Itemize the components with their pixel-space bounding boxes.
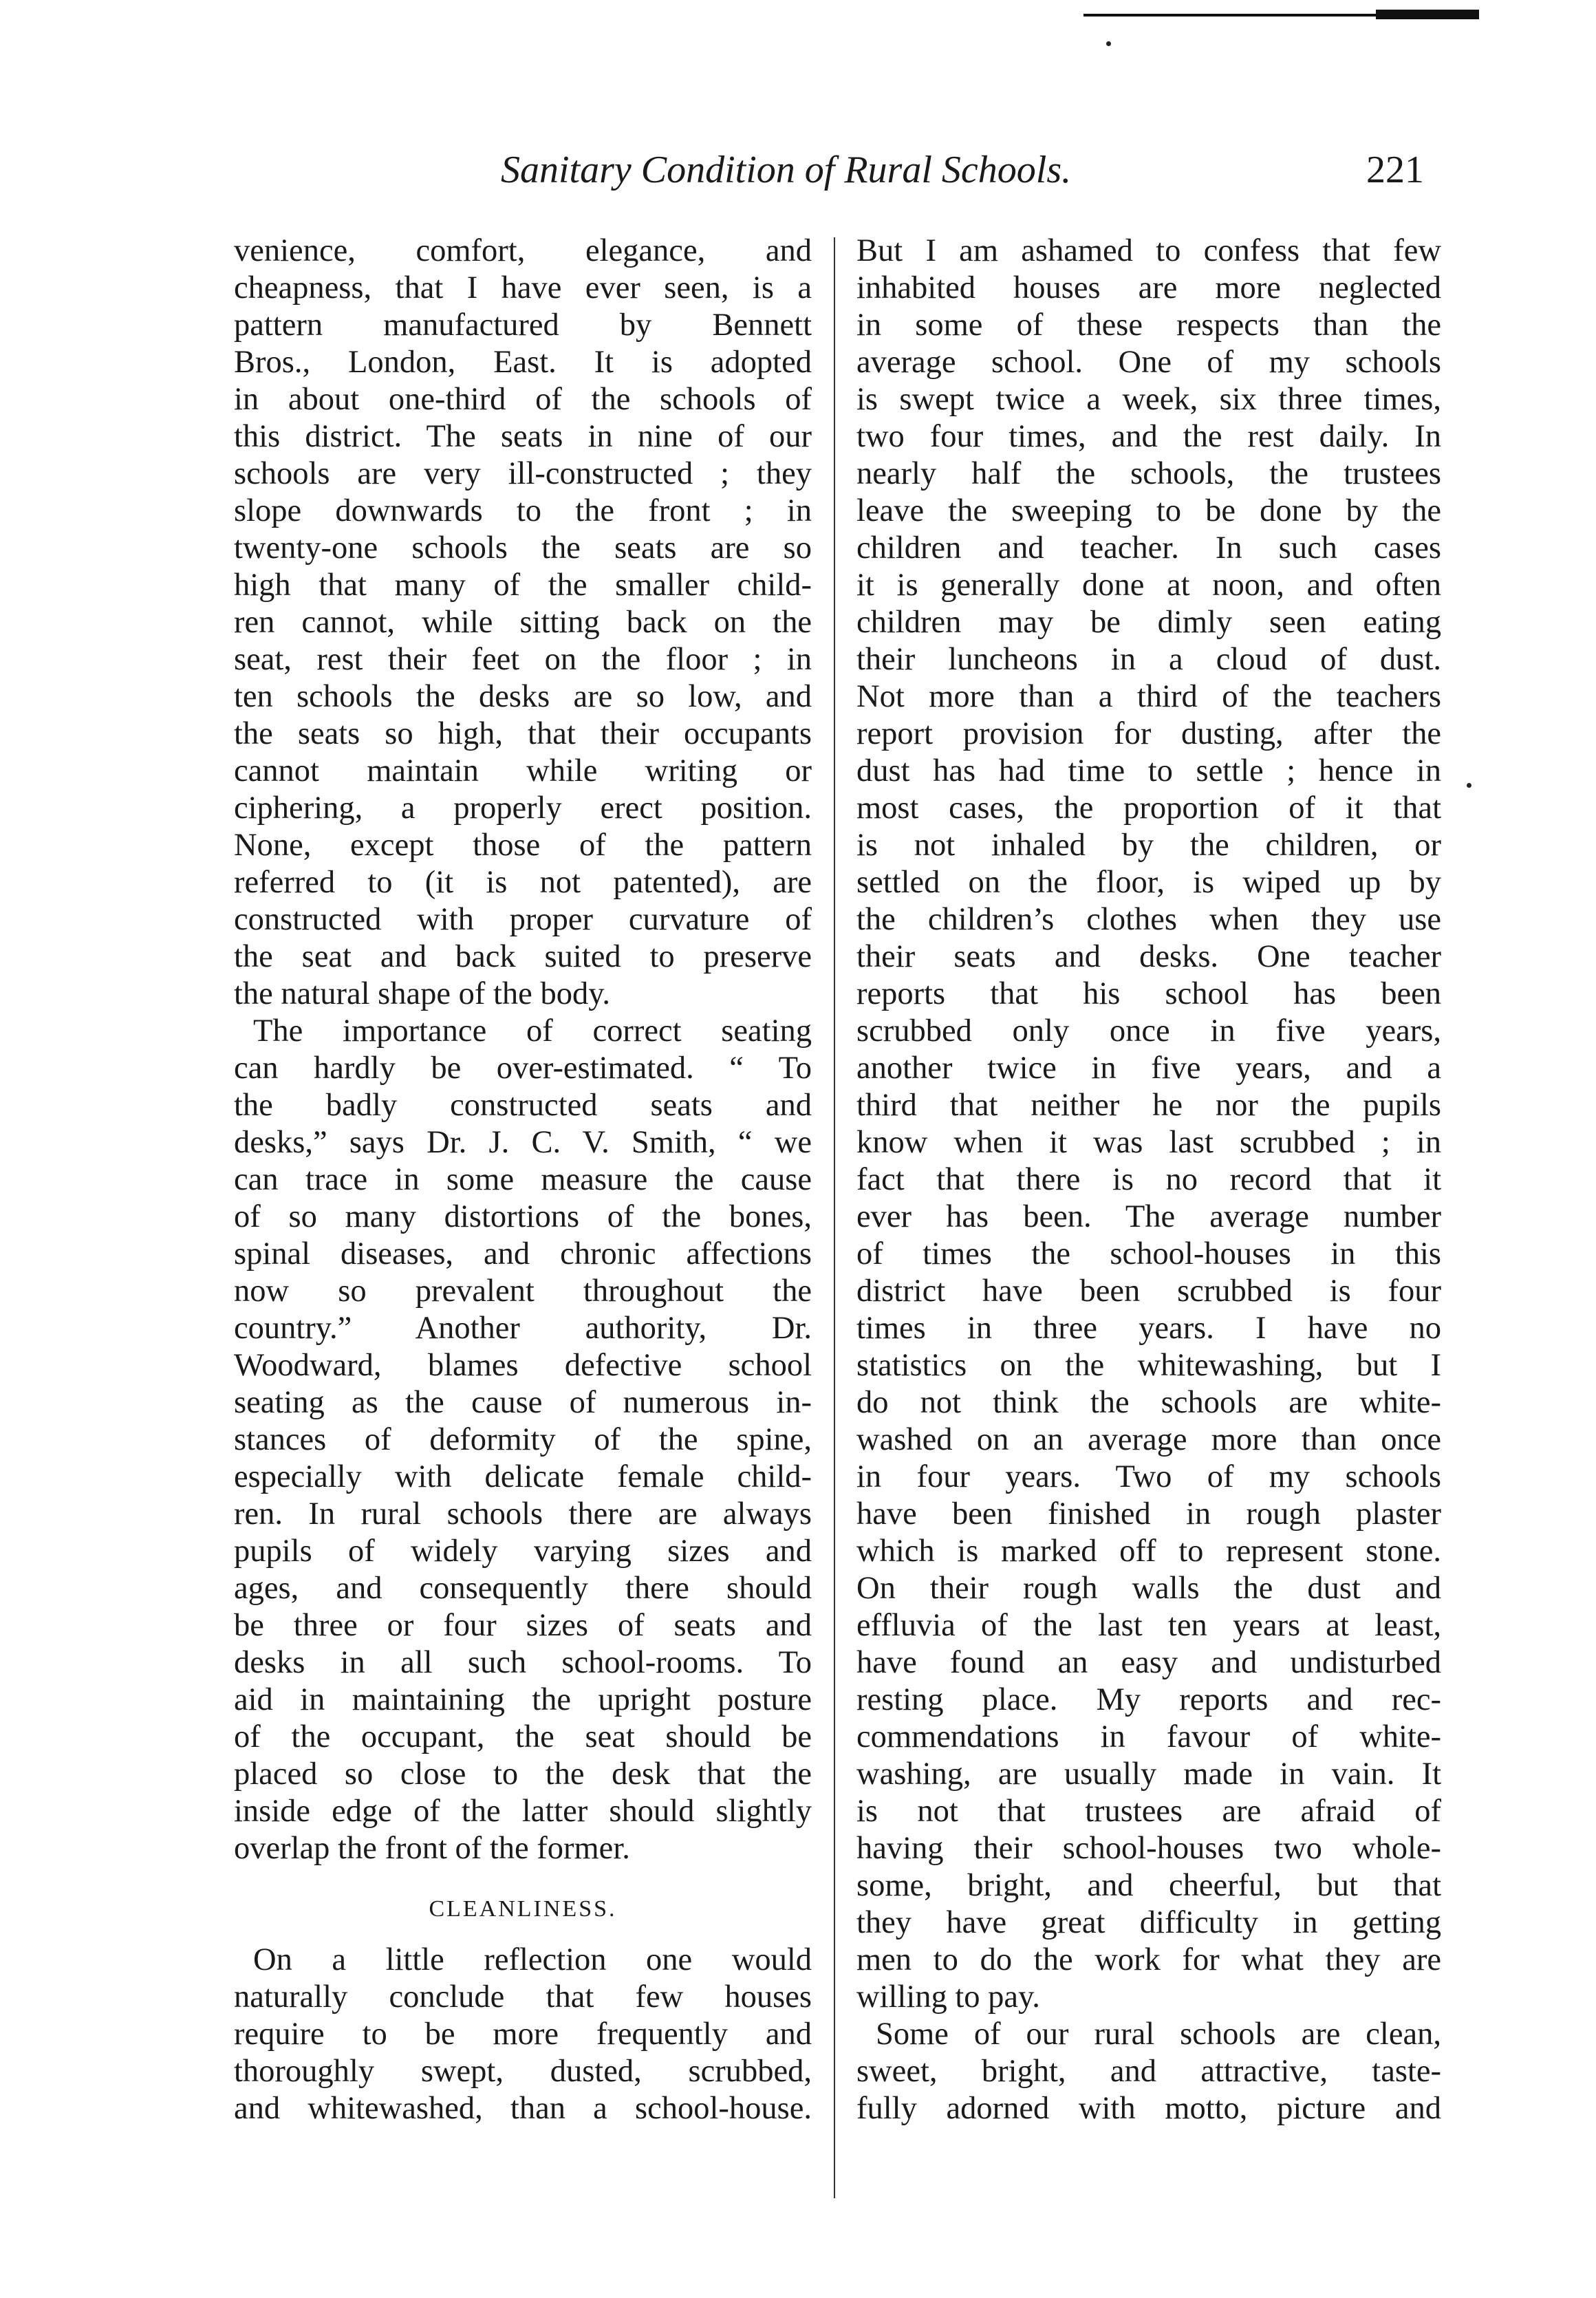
text-line: ages, and consequently there should <box>234 1571 812 1606</box>
text-line: having their school-houses two whole- <box>856 1831 1441 1866</box>
text-line: their luncheons in a cloud of dust. <box>856 642 1441 677</box>
text-line: in four years. Two of my schools <box>856 1459 1441 1494</box>
text-line: dust has had time to settle ; hence in <box>856 753 1441 788</box>
text-line: the badly constructed seats and <box>234 1088 812 1123</box>
text-line: seating as the cause of numerous in- <box>234 1385 812 1420</box>
text-line: seat, rest their feet on the floor ; in <box>234 642 812 677</box>
text-line: reports that his school has been <box>856 976 1441 1011</box>
text-line: is not inhaled by the children, or <box>856 828 1441 863</box>
speck-mark <box>1467 783 1471 788</box>
text-line: scrubbed only once in five years, <box>856 1013 1441 1049</box>
text-line: schools are very ill-constructed ; they <box>234 456 812 491</box>
text-line: high that many of the smaller child- <box>234 568 812 603</box>
text-line: ever has been. The average number <box>856 1199 1441 1234</box>
text-line: On their rough walls the dust and <box>856 1571 1441 1606</box>
text-line: settled on the floor, is wiped up by <box>856 865 1441 900</box>
text-line: inside edge of the latter should slightly <box>234 1794 812 1829</box>
text-line: venience, comfort, elegance, and <box>234 233 812 268</box>
text-line: sweet, bright, and attractive, taste- <box>856 2054 1441 2089</box>
text-line: cheapness, that I have ever seen, is a <box>234 270 812 305</box>
text-line: cannot maintain while writing or <box>234 753 812 788</box>
text-line: resting place. My reports and rec- <box>856 1682 1441 1717</box>
page-header <box>234 148 1445 210</box>
text-line: fully adorned with motto, picture and <box>856 2091 1441 2126</box>
text-line: placed so close to the desk that the <box>234 1757 812 1792</box>
text-line: have found an easy and undisturbed <box>856 1645 1441 1680</box>
text-line: spinal diseases, and chronic affections <box>234 1236 812 1271</box>
text-line: aid in maintaining the upright posture <box>234 1682 812 1717</box>
text-line: effluvia of the last ten years at least, <box>856 1608 1441 1643</box>
text-line: desks,” says Dr. J. C. V. Smith, “ we <box>234 1125 812 1160</box>
text-line: the seats so high, that their occupants <box>234 716 812 751</box>
running-title: Sanitary Condition of Rural Schools. <box>501 149 1072 191</box>
text-line: desks in all such school-rooms. To <box>234 1645 812 1680</box>
text-line: fact that there is no record that it <box>856 1162 1441 1197</box>
text-line: None, except those of the pattern <box>234 828 812 863</box>
text-line: slope downwards to the front ; in <box>234 493 812 528</box>
text-line: the children’s clothes when they use <box>856 902 1441 937</box>
text-line: this district. The seats in nine of our <box>234 419 812 454</box>
column-divider <box>834 237 835 2198</box>
text-line: children may be dimly seen eating <box>856 605 1441 640</box>
text-line: commendations in favour of white- <box>856 1719 1441 1754</box>
text-line: ten schools the desks are so low, and <box>234 679 812 714</box>
text-line: Not more than a third of the teachers <box>856 679 1441 714</box>
text-line: nearly half the schools, the trustees <box>856 456 1441 491</box>
text-line: country.” Another authority, Dr. <box>234 1311 812 1346</box>
text-line: district have been scrubbed is four <box>856 1274 1441 1309</box>
text-line: But I am ashamed to confess that few <box>856 233 1441 268</box>
text-line: ren. In rural schools there are always <box>234 1496 812 1532</box>
text-line: can trace in some measure the cause <box>234 1162 812 1197</box>
text-line: of times the school-houses in this <box>856 1236 1441 1271</box>
text-line: washing, are usually made in vain. It <box>856 1757 1441 1792</box>
text-line: referred to (it is not patented), are <box>234 865 812 900</box>
text-line: be three or four sizes of seats and <box>234 1608 812 1643</box>
text-line: now so prevalent throughout the <box>234 1274 812 1309</box>
text-line: The importance of correct seating <box>253 1013 812 1049</box>
right-column <box>856 233 1441 2127</box>
text-line: have been finished in rough plaster <box>856 1496 1441 1532</box>
text-line: some, bright, and cheerful, but that <box>856 1868 1441 1903</box>
text-line: they have great difficulty in getting <box>856 1905 1441 1940</box>
section-heading: CLEANLINESS. <box>429 1896 617 1922</box>
text-line: know when it was last scrubbed ; in <box>856 1125 1441 1160</box>
text-line: men to do the work for what they are <box>856 1942 1441 1977</box>
text-line: children and teacher. In such cases <box>856 530 1441 566</box>
text-line: and whitewashed, than a school-house. <box>234 2091 812 2126</box>
text-line: in about one-third of the schools of <box>234 382 812 417</box>
text-line: is swept twice a week, six three times, <box>856 382 1441 417</box>
text-line: which is marked off to represent stone. <box>856 1534 1441 1569</box>
text-line: leave the sweeping to be done by the <box>856 493 1441 528</box>
text-line: times in three years. I have no <box>856 1311 1441 1346</box>
text-line: report provision for dusting, after the <box>856 716 1441 751</box>
text-line: stances of deformity of the spine, <box>234 1422 812 1457</box>
page-number: 221 <box>1366 149 1424 191</box>
text-line: two four times, and the rest daily. In <box>856 419 1441 454</box>
text-line: most cases, the proportion of it that <box>856 791 1441 826</box>
speck-mark <box>1106 41 1111 46</box>
text-line: the seat and back suited to preserve <box>234 939 812 974</box>
text-line: their seats and desks. One teacher <box>856 939 1441 974</box>
text-line: another twice in five years, and a <box>856 1051 1441 1086</box>
text-line: thoroughly swept, dusted, scrubbed, <box>234 2054 812 2089</box>
text-line: Some of our rural schools are clean, <box>876 2017 1441 2052</box>
text-line: can hardly be over-estimated. “ To <box>234 1051 812 1086</box>
text-line: of the occupant, the seat should be <box>234 1719 812 1754</box>
text-line: washed on an average more than once <box>856 1422 1441 1457</box>
text-line: of so many distortions of the bones, <box>234 1199 812 1234</box>
top-rule <box>1083 10 1479 21</box>
left-column <box>234 233 812 2127</box>
text-line: On a little reflection one would <box>253 1942 812 1977</box>
text-line: require to be more frequently and <box>234 2017 812 2052</box>
text-line: twenty-one schools the seats are so <box>234 530 812 566</box>
text-line: constructed with proper curvature of <box>234 902 812 937</box>
text-line: pupils of widely varying sizes and <box>234 1534 812 1569</box>
text-line: do not think the schools are white- <box>856 1385 1441 1420</box>
text-line: overlap the front of the former. <box>234 1831 630 1866</box>
text-line: the natural shape of the body. <box>234 976 611 1011</box>
text-line: Woodward, blames defective school <box>234 1348 812 1383</box>
text-line: is not that trustees are afraid of <box>856 1794 1441 1829</box>
text-line: willing to pay. <box>856 1979 1040 2015</box>
text-line: in some of these respects than the <box>856 308 1441 343</box>
text-line: inhabited houses are more neglected <box>856 270 1441 305</box>
text-line: third that neither he nor the pupils <box>856 1088 1441 1123</box>
text-line: especially with delicate female child- <box>234 1459 812 1494</box>
text-line: pattern manufactured by Bennett <box>234 308 812 343</box>
text-line: it is generally done at noon, and often <box>856 568 1441 603</box>
text-line: Bros., London, East. It is adopted <box>234 345 812 380</box>
text-line: ciphering, a properly erect position. <box>234 791 812 826</box>
text-line: ren cannot, while sitting back on the <box>234 605 812 640</box>
text-line: statistics on the whitewashing, but I <box>856 1348 1441 1383</box>
text-line: naturally conclude that few houses <box>234 1979 812 2015</box>
text-line: average school. One of my schools <box>856 345 1441 380</box>
